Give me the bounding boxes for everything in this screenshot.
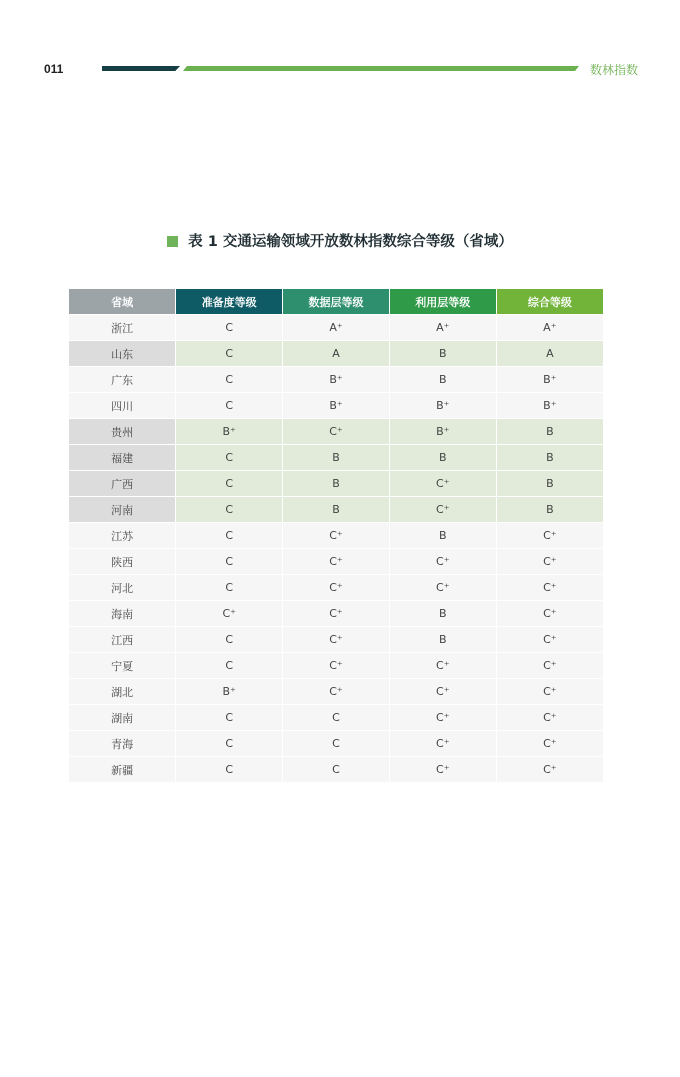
overall-cell: B — [496, 471, 603, 497]
table-row — [69, 341, 603, 367]
readiness-cell: C — [176, 471, 283, 497]
table-title-text: 表 1 交通运输领域开放数林指数综合等级（省域） — [188, 234, 513, 250]
overall-cell: A — [496, 341, 603, 367]
overall-cell: C⁺ — [496, 679, 603, 705]
overall-cell: C⁺ — [496, 575, 603, 601]
readiness-cell: C⁺ — [176, 601, 283, 627]
overall-cell: A⁺ — [496, 315, 603, 341]
utilization-cell: C⁺ — [389, 471, 496, 497]
data-layer-cell: B — [283, 471, 390, 497]
overall-cell: B⁺ — [496, 393, 603, 419]
title-bullet-icon — [167, 236, 178, 247]
table-row — [69, 523, 603, 549]
utilization-cell: C⁺ — [389, 679, 496, 705]
readiness-cell: C — [176, 549, 283, 575]
data-layer-cell: A — [283, 341, 390, 367]
data-layer-cell: C⁺ — [283, 601, 390, 627]
table-title — [0, 230, 680, 251]
table-header-row — [69, 289, 603, 315]
header-data-layer: 数据层等级 — [283, 289, 390, 315]
overall-cell: B — [496, 497, 603, 523]
overall-cell: C⁺ — [496, 653, 603, 679]
utilization-cell: B — [389, 445, 496, 471]
overall-cell: C⁺ — [496, 731, 603, 757]
readiness-cell: C — [176, 575, 283, 601]
page-number: 011 — [44, 62, 64, 76]
table-body — [69, 315, 603, 783]
readiness-cell: C — [176, 445, 283, 471]
province-cell: 广西 — [69, 471, 176, 497]
province-cell: 江苏 — [69, 523, 176, 549]
table-row — [69, 419, 603, 445]
table-row — [69, 705, 603, 731]
province-cell: 新疆 — [69, 757, 176, 783]
province-cell: 陕西 — [69, 549, 176, 575]
utilization-cell: C⁺ — [389, 653, 496, 679]
readiness-cell: B⁺ — [176, 679, 283, 705]
readiness-cell: C — [176, 523, 283, 549]
table-row — [69, 549, 603, 575]
overall-cell: B — [496, 445, 603, 471]
table-row — [69, 315, 603, 341]
header-bar-green — [183, 66, 579, 71]
table-row — [69, 497, 603, 523]
province-cell: 浙江 — [69, 315, 176, 341]
data-layer-cell: C — [283, 731, 390, 757]
section-label: 数林指数 — [589, 63, 638, 77]
utilization-cell: B — [389, 601, 496, 627]
readiness-cell: C — [176, 315, 283, 341]
readiness-cell: B⁺ — [176, 419, 283, 445]
data-layer-cell: B⁺ — [283, 367, 390, 393]
overall-cell: C⁺ — [496, 705, 603, 731]
province-cell: 河南 — [69, 497, 176, 523]
utilization-cell: B — [389, 523, 496, 549]
data-layer-cell: C⁺ — [283, 627, 390, 653]
overall-cell: C⁺ — [496, 549, 603, 575]
readiness-cell: C — [176, 705, 283, 731]
province-cell: 宁夏 — [69, 653, 176, 679]
utilization-cell: C⁺ — [389, 705, 496, 731]
province-cell: 河北 — [69, 575, 176, 601]
province-cell: 福建 — [69, 445, 176, 471]
province-cell: 广东 — [69, 367, 176, 393]
table-row — [69, 731, 603, 757]
province-cell: 湖南 — [69, 705, 176, 731]
data-layer-cell: C⁺ — [283, 523, 390, 549]
utilization-cell: B⁺ — [389, 393, 496, 419]
data-layer-cell: C⁺ — [283, 549, 390, 575]
table-row — [69, 367, 603, 393]
table-row — [69, 679, 603, 705]
overall-cell: B⁺ — [496, 367, 603, 393]
header-overall: 综合等级 — [496, 289, 603, 315]
readiness-cell: C — [176, 393, 283, 419]
utilization-cell: B⁺ — [389, 419, 496, 445]
header-utilization-layer: 利用层等级 — [389, 289, 496, 315]
table-row — [69, 393, 603, 419]
table-row — [69, 575, 603, 601]
overall-cell: C⁺ — [496, 757, 603, 783]
readiness-cell: C — [176, 627, 283, 653]
utilization-cell: B — [389, 341, 496, 367]
readiness-cell: C — [176, 731, 283, 757]
utilization-cell: B — [389, 367, 496, 393]
utilization-cell: C⁺ — [389, 549, 496, 575]
overall-cell: C⁺ — [496, 627, 603, 653]
data-layer-cell: C — [283, 705, 390, 731]
table-row — [69, 471, 603, 497]
table-row — [69, 653, 603, 679]
header-province: 省域 — [69, 289, 176, 315]
utilization-cell: C⁺ — [389, 497, 496, 523]
data-layer-cell: C⁺ — [283, 419, 390, 445]
province-cell: 青海 — [69, 731, 176, 757]
province-cell: 海南 — [69, 601, 176, 627]
overall-cell: C⁺ — [496, 523, 603, 549]
overall-cell: C⁺ — [496, 601, 603, 627]
grades-table — [69, 289, 603, 782]
data-layer-cell: B — [283, 445, 390, 471]
data-layer-cell: C⁺ — [283, 653, 390, 679]
province-cell: 江西 — [69, 627, 176, 653]
utilization-cell: C⁺ — [389, 575, 496, 601]
data-layer-cell: C⁺ — [283, 679, 390, 705]
data-layer-cell: A⁺ — [283, 315, 390, 341]
table-row — [69, 757, 603, 783]
readiness-cell: C — [176, 497, 283, 523]
data-layer-cell: C — [283, 757, 390, 783]
table-row — [69, 627, 603, 653]
province-cell: 湖北 — [69, 679, 176, 705]
readiness-cell: C — [176, 367, 283, 393]
province-cell: 山东 — [69, 341, 176, 367]
readiness-cell: C — [176, 757, 283, 783]
province-cell: 四川 — [69, 393, 176, 419]
header-readiness: 准备度等级 — [176, 289, 283, 315]
province-cell: 贵州 — [69, 419, 176, 445]
header-bar-dark — [102, 66, 180, 71]
utilization-cell: B — [389, 627, 496, 653]
data-layer-cell: C⁺ — [283, 575, 390, 601]
data-layer-cell: B⁺ — [283, 393, 390, 419]
readiness-cell: C — [176, 653, 283, 679]
overall-cell: B — [496, 419, 603, 445]
data-layer-cell: B — [283, 497, 390, 523]
utilization-cell: C⁺ — [389, 731, 496, 757]
table-row — [69, 445, 603, 471]
utilization-cell: A⁺ — [389, 315, 496, 341]
readiness-cell: C — [176, 341, 283, 367]
utilization-cell: C⁺ — [389, 757, 496, 783]
table-row — [69, 601, 603, 627]
